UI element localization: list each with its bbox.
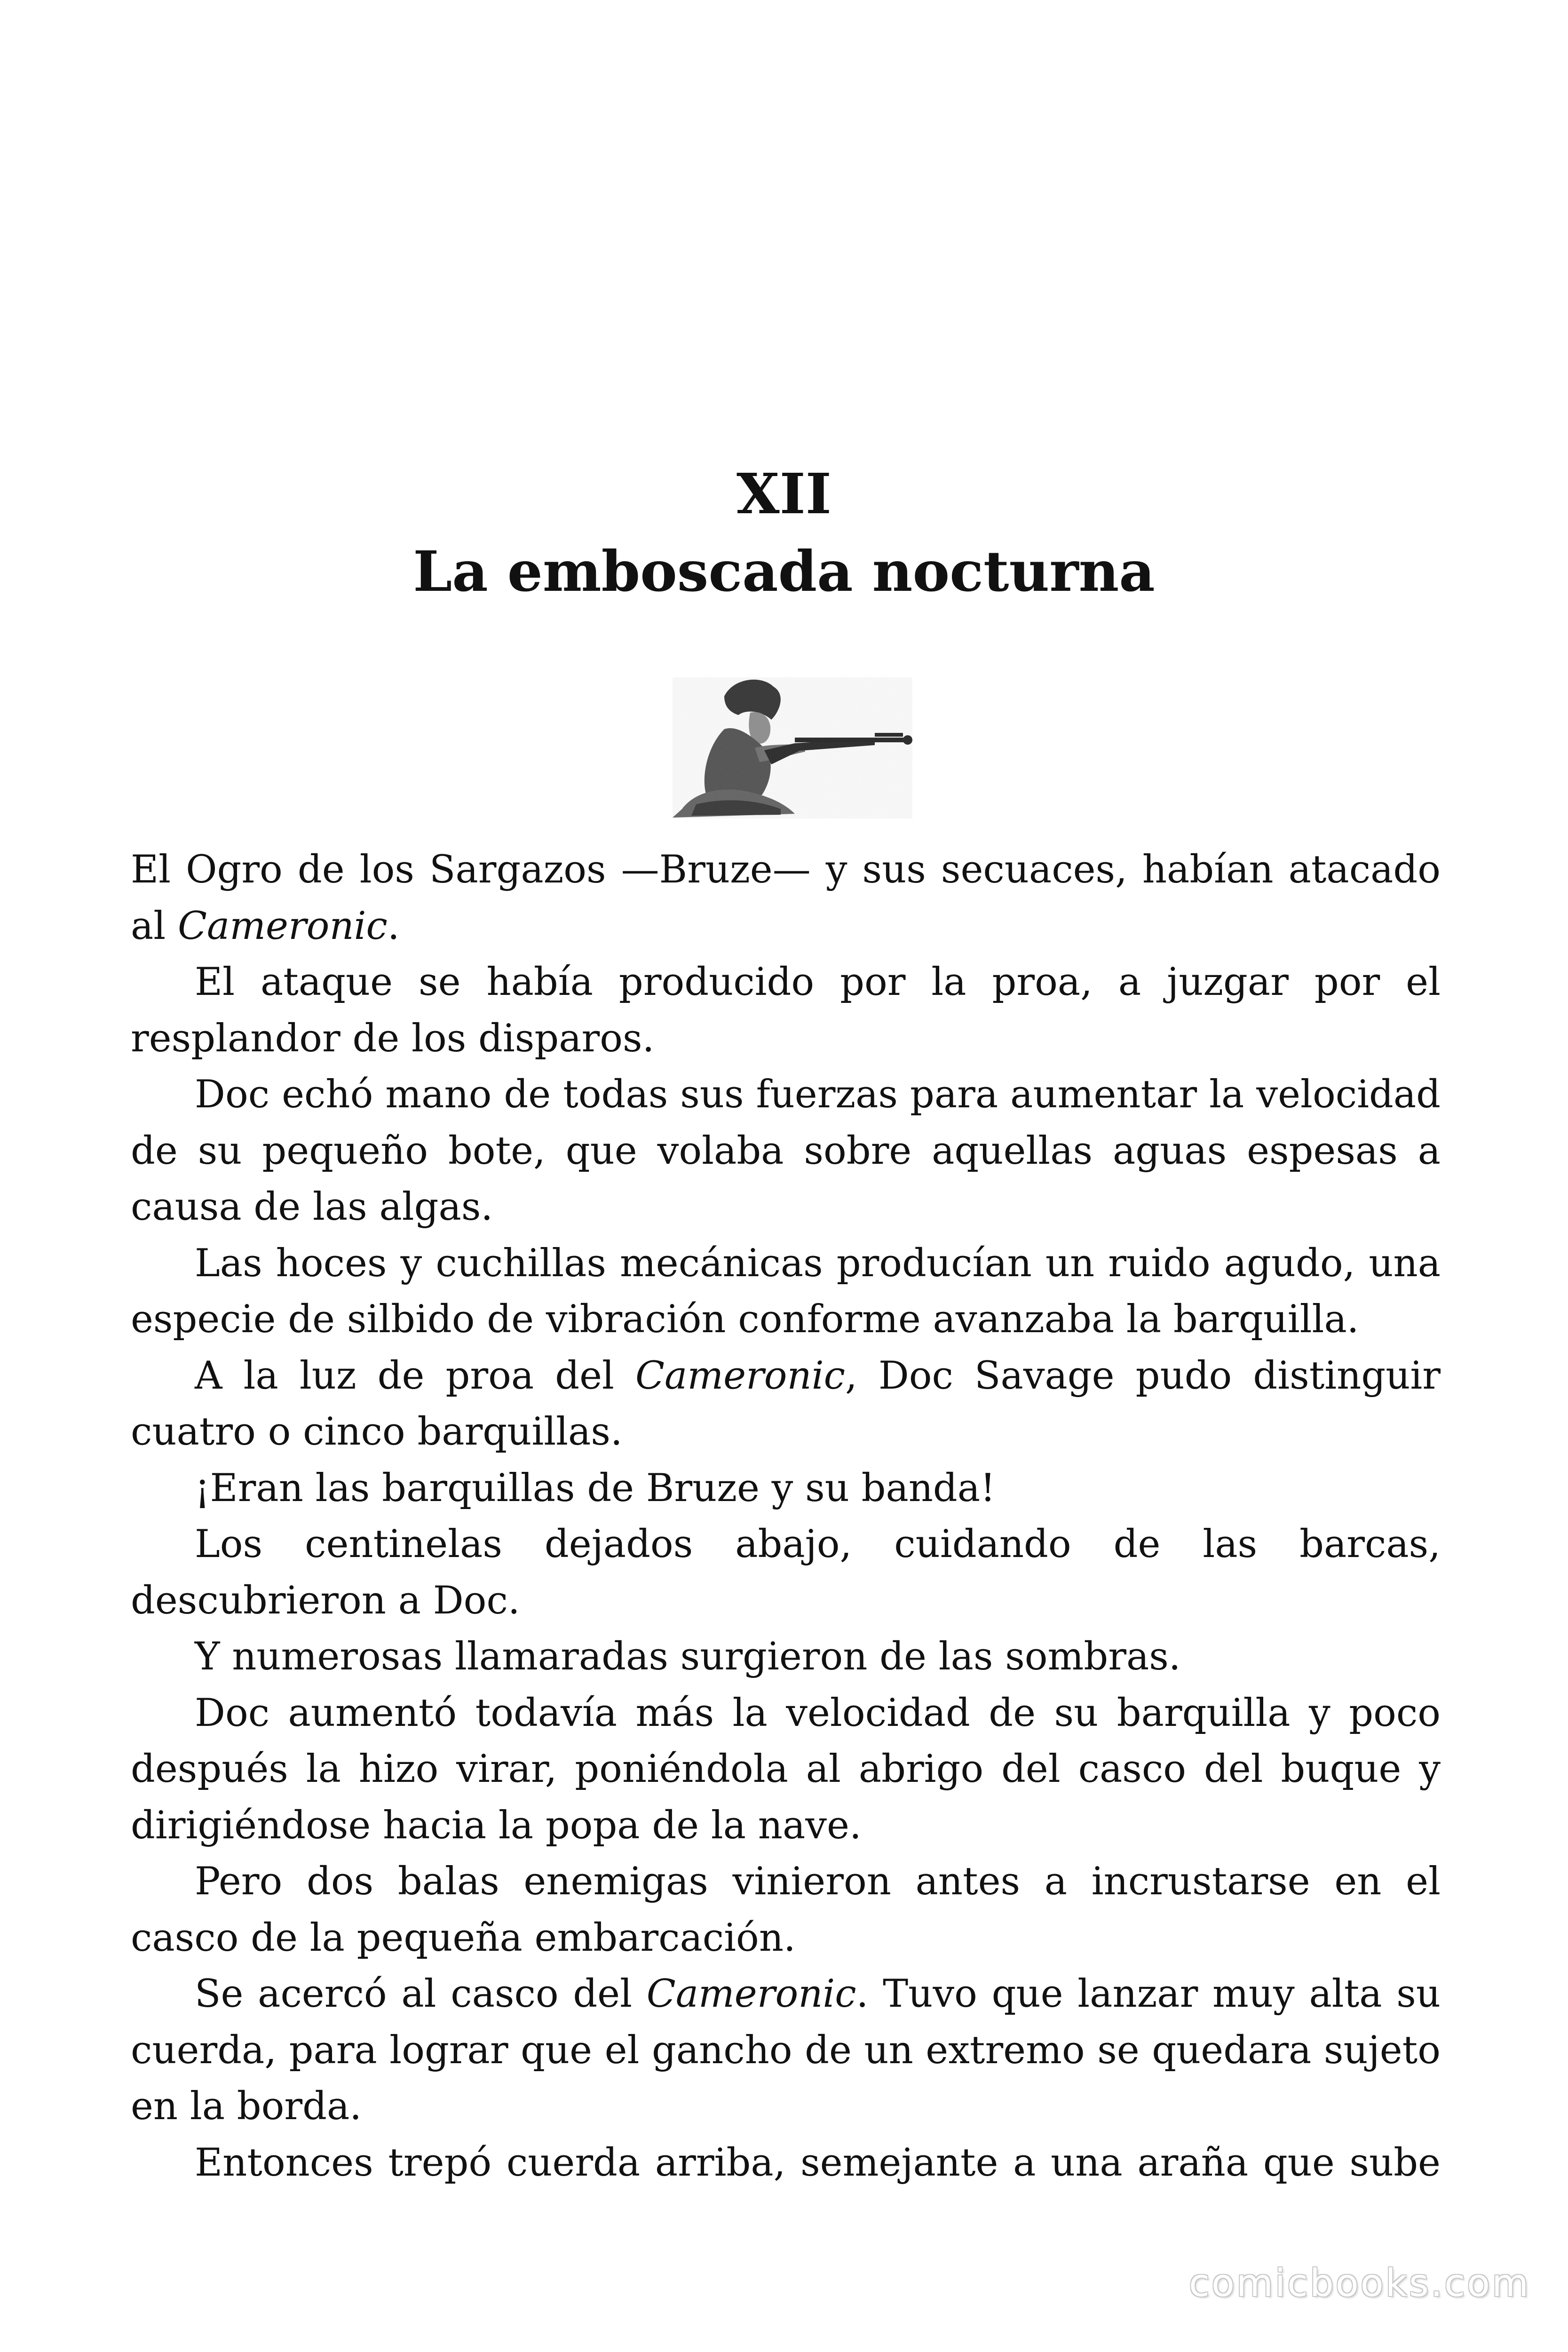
paragraph: A la luz de proa del Cameronic, Doc Savage pudo distinguir cuatro o cinco barquillas. <box>131 1353 1441 1454</box>
chapter-body <box>131 842 1441 2191</box>
paragraph: Los centinelas dejados abajo, cuidando de las barcas, descubrieron a Doc. <box>131 1522 1441 1623</box>
chapter-number: XII <box>736 461 832 526</box>
paragraph: ¡Eran las barquillas de Bruze y su banda! <box>195 1466 996 1510</box>
paragraph: Doc aumentó todavía más la velocidad de su barquilla y poco después la hizo virar, poniéndola al abrigo del casco del buque y dirigiéndose hacia la popa de la nave. <box>131 1691 1441 1848</box>
paragraph: El ataque se había producido por la proa, a juzgar por el resplandor de los disparos. <box>131 960 1441 1061</box>
chapter-title: La emboscada nocturna <box>413 539 1155 604</box>
paragraph: Pero dos balas enemigas vinieron antes a incrustarse en el casco de la pequeña embarcación. <box>131 1859 1441 1960</box>
paragraph: Doc echó mano de todas sus fuerzas para aumentar la velocidad de su pequeño bote, que volaba sobre aquellas aguas espesas a causa de las algas. <box>131 1073 1441 1229</box>
paragraph: Y numerosas llamaradas surgieron de las sombras. <box>195 1635 1181 1679</box>
paragraph: Se acercó al casco del Cameronic. Tuvo que lanzar muy alta su cuerda, para lograr que el gancho de un extremo se quedara sujeto en la borda. <box>131 1972 1441 2129</box>
paragraph: Entonces trepó cuerda arriba, semejante a una araña que sube <box>195 2140 1441 2185</box>
watermark: comicbooks.com <box>1188 2261 1530 2305</box>
paragraph: El Ogro de los Sargazos —Bruze— y sus secuaces, habían atacado al Cameronic. <box>131 848 1441 948</box>
paragraph: Las hoces y cuchillas mecánicas producían un ruido agudo, una especie de silbido de vibración conforme avanzaba la barquilla. <box>131 1241 1441 1342</box>
rifle-woman-illustration-icon <box>654 668 917 818</box>
